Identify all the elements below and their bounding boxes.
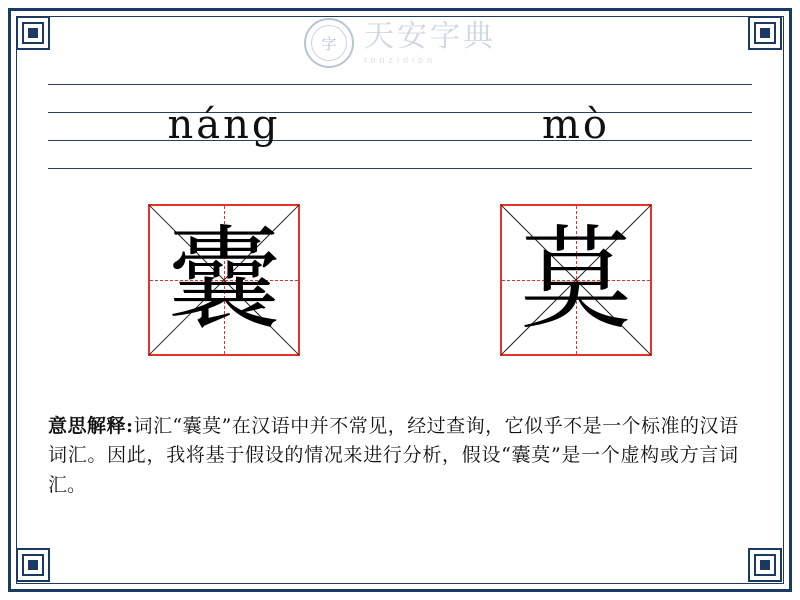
brand-title: 天安字典 [364,18,496,54]
corner-ornament-bottom-left [14,546,54,586]
pinyin-row [48,94,752,156]
seal-icon-glyph: 字 [311,25,347,61]
pinyin-item: náng [167,102,281,148]
character-cell [400,200,752,360]
tianzige-box [148,204,300,356]
brand-subtitle: tonzidion [364,54,437,65]
explanation-label: 意思解释: [48,415,133,437]
character-glyph: 莫 [520,215,632,345]
character-grid-row [48,200,752,360]
character-cell [48,200,400,360]
seal-icon [304,18,354,68]
pinyin-item: mò [541,102,610,148]
explanation-body: 词汇“囊莫”在汉语中并不常见，经过查询，它似乎不是一个标准的汉语词汇。因此，我将基于假设的情况来进行分析，假设“囊莫”是一个虚构或方言词汇。 [48,415,738,496]
pinyin-staff [48,84,752,170]
tianzige-box [500,204,652,356]
staff-line-1 [48,84,752,85]
brand-text [364,18,496,65]
character-glyph: 囊 [168,215,280,345]
corner-ornament-bottom-right [746,546,786,586]
staff-line-4 [48,168,752,169]
brand-watermark [0,14,800,72]
explanation-block [48,412,738,500]
